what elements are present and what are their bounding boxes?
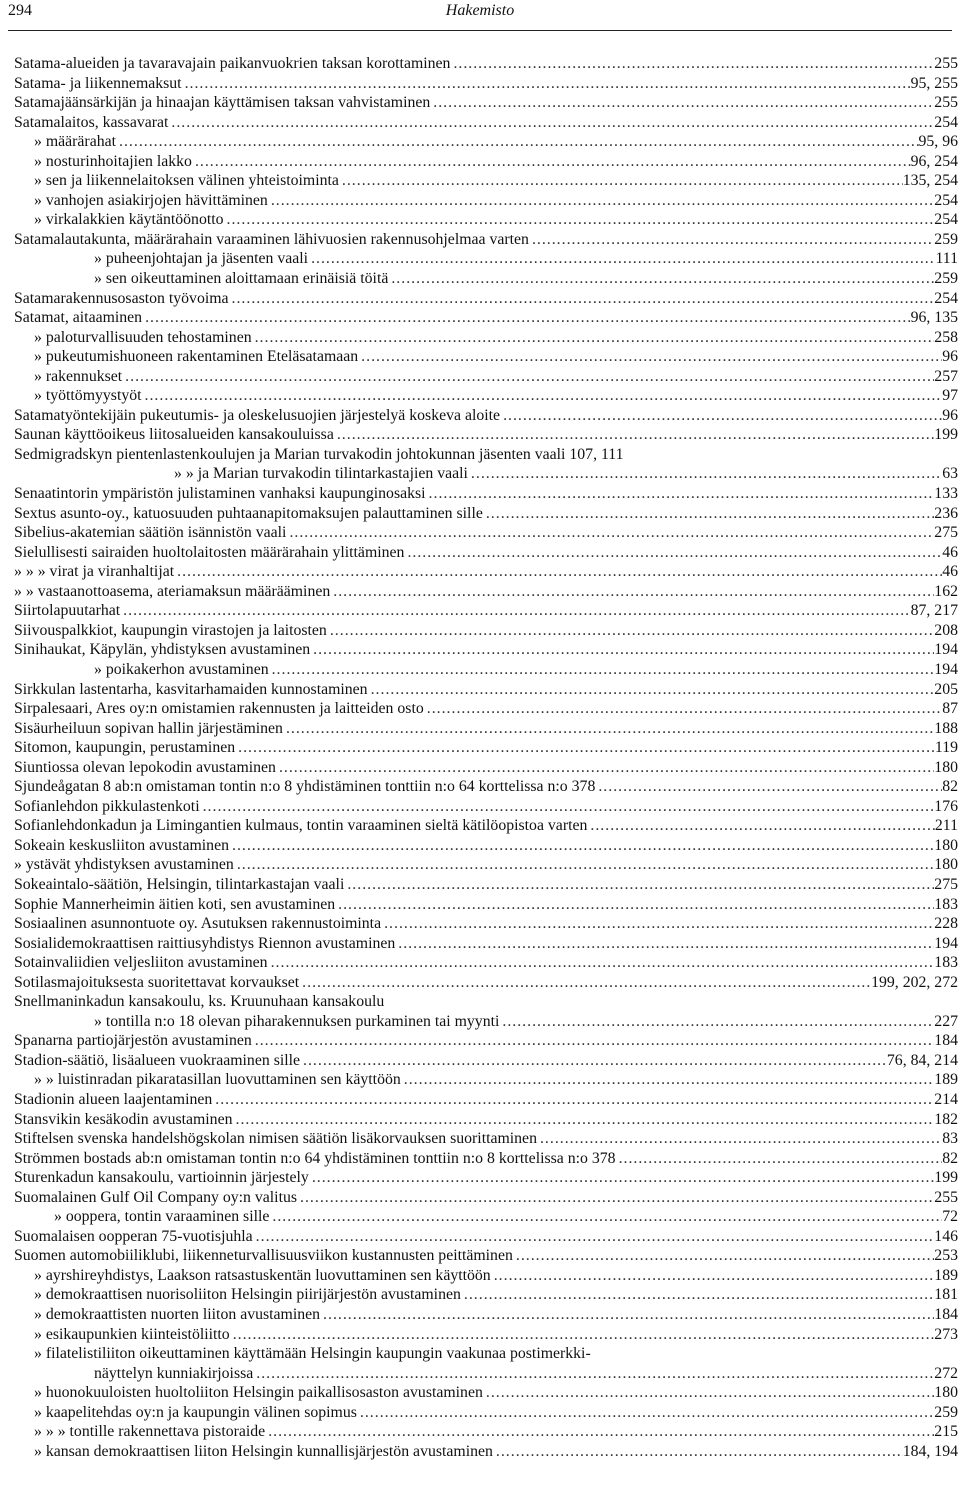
dot-leader (283, 719, 934, 739)
index-entry (14, 895, 958, 915)
index-entry (14, 816, 958, 836)
dot-leader (395, 934, 934, 954)
entry-pages: 183 (934, 954, 958, 972)
dot-leader (327, 621, 934, 641)
entry-pages: 211 (934, 817, 958, 835)
entry-pages: 275 (934, 524, 958, 542)
entry-pages: 63 (942, 465, 958, 483)
entry-pages: 258 (934, 328, 958, 346)
index-entry (14, 367, 958, 387)
entry-pages: 253 (934, 1247, 958, 1265)
index-entry (14, 875, 958, 895)
dot-leader (265, 1422, 934, 1442)
entry-pages: 180 (934, 758, 958, 776)
entry-pages: 180 (934, 836, 958, 854)
dot-leader (116, 132, 918, 152)
dot-leader (461, 1285, 934, 1305)
dot-leader (334, 425, 934, 445)
index-entry (14, 328, 958, 348)
entry-pages: 255 (934, 55, 958, 72)
index-entry (14, 191, 958, 211)
index-entry (14, 797, 958, 817)
dot-leader (299, 973, 871, 993)
dot-leader (388, 269, 934, 289)
dot-leader (182, 74, 911, 94)
dot-leader (174, 562, 942, 582)
dot-leader (224, 210, 935, 230)
dot-leader (344, 875, 934, 895)
index-entry (14, 269, 958, 289)
entry-pages: 259 (934, 270, 958, 288)
entry-text: Sophie Mannerheimin äitien koti, sen avustaminen (14, 895, 336, 913)
entry-text: Stadion-säätiö, lisäalueen vuokraaminen sille (14, 1051, 301, 1069)
entry-text: Satama-alueiden ja tavaravajain paikanvuokrien taksan korottaminen (14, 55, 451, 72)
index-entry (14, 953, 958, 973)
entry-pages: 273 (934, 1325, 958, 1343)
entry-pages: 188 (934, 719, 958, 737)
entry-text: » demokraattisen nuorisoliiton Helsingin piirijärjestön avustaminen (34, 1286, 461, 1304)
index-entry (14, 74, 958, 94)
entry-pages: 189 (934, 1071, 958, 1089)
index-entry (14, 171, 958, 191)
entry-pages: 111 (935, 250, 958, 268)
entry-text: Sotilasmajoituksesta suoritettavat korvaukset (14, 973, 300, 991)
entry-text: Satamajäänsärkijän ja hinaajan käyttämisen taksan vahvistaminen (14, 94, 431, 112)
entry-pages: 87, 217 (910, 602, 958, 620)
entry-pages: 199 (934, 1169, 958, 1187)
index-entry (14, 406, 958, 426)
dot-leader (234, 855, 934, 875)
dot-leader (297, 1188, 934, 1208)
index-entry (14, 1090, 958, 1110)
entry-text: Suomen automobiiliklubi, liikenneturvallisuusviikon kustannusten peittäminen (14, 1247, 513, 1265)
entry-text: » määrärahat (34, 133, 117, 151)
entry-pages: 194 (934, 660, 958, 678)
index-entry (14, 934, 958, 954)
index-entry (14, 1110, 958, 1130)
dot-leader (616, 1149, 943, 1169)
dot-leader (252, 328, 935, 348)
dot-leader (142, 308, 911, 328)
entry-text: Satamat, aitaaminen (14, 309, 143, 327)
dot-leader (330, 582, 934, 602)
entry-pages: 119 (934, 739, 958, 757)
running-head: Hakemisto (445, 2, 515, 19)
entry-text: Sisäurheiluun sopivan hallin järjestäminen (14, 719, 283, 737)
dot-leader (430, 93, 934, 113)
index-entry (14, 543, 958, 563)
entry-text: Satama- ja liikennemaksut (14, 74, 182, 92)
entry-text: Spanarna partiojärjestön avustaminen (14, 1032, 252, 1050)
entry-text: Sosiaalinen asunnontuote oy. Asutuksen rakennustoiminta (14, 915, 382, 933)
dot-leader (335, 895, 934, 915)
dot-leader (233, 1110, 935, 1130)
entry-text: » huonokuuloisten huoltoliiton Helsingin paikallisosaston avustaminen (34, 1384, 483, 1402)
index-entry (14, 1285, 958, 1305)
entry-text: Sofianlehdon pikkulastenkoti (14, 797, 200, 815)
index-entry (14, 1246, 958, 1266)
entry-pages: 96 (942, 348, 958, 366)
entry-text: » puheenjohtajan ja jäsenten vaali (94, 250, 309, 268)
entry-text: Saunan käyttöoikeus liitosalueiden kansakouluissa (14, 426, 334, 444)
index-entry (14, 836, 958, 856)
index-entry (14, 386, 958, 406)
entry-text: » filatelistiliiton oikeuttaminen käyttämään Helsingin kaupungin vaakunaa postimerkki- (34, 1345, 591, 1363)
index-entry (14, 758, 958, 778)
index-entry (14, 1344, 958, 1364)
entry-text: Satamalautakunta, määrärahain varaaminen lähivuosien rakennusohjelmaa varten (14, 230, 529, 248)
index-entry (14, 347, 958, 367)
entry-text: Sofianlehdonkadun ja Limingantien kulmaus, tontin varaaminen sieltä kätilöopistoa varten (14, 817, 588, 835)
entry-pages: 254 (934, 113, 958, 131)
entry-pages: 182 (934, 1110, 958, 1128)
page-number: 294 (8, 2, 32, 19)
dot-leader (493, 1442, 903, 1462)
entry-text: Siivouspalkkiot, kaupungin virastojen ja laitosten (14, 621, 327, 639)
index-entry (14, 1207, 958, 1227)
entry-text: » työttömyystyöt (34, 387, 142, 405)
entry-pages: 180 (934, 1384, 958, 1402)
entry-pages: 184 (934, 1306, 958, 1323)
entry-text: » tontilla n:o 18 olevan piharakennuksen purkaminen tai myynti (94, 1012, 500, 1030)
entry-text: » » ja Marian turvakodin tilintarkastajien vaali (174, 465, 468, 483)
entry-text: » » » virat ja viranhaltijat (14, 563, 175, 581)
dot-leader (357, 1403, 934, 1423)
entry-text: » sen oikeuttaminen aloittamaan erinäisiä töitä (94, 270, 389, 288)
entry-text: » » » tontille rakennettava pistoraide (34, 1423, 266, 1441)
entry-text: Sedmigradskyn pientenlastenkoulujen ja Marian turvakodin johtokunnan jäsenten vaali 107, 111 (14, 445, 624, 463)
entry-pages: 87 (942, 700, 958, 718)
index-entry (14, 1129, 958, 1149)
index-entry (14, 113, 958, 133)
index-entry (14, 93, 958, 113)
index-entry (14, 1383, 958, 1403)
index-entry (14, 973, 958, 993)
dot-leader (381, 914, 934, 934)
entry-text: » esikaupunkien kiinteistöliitto (34, 1325, 230, 1343)
dot-leader (339, 171, 903, 191)
index-entry (14, 132, 958, 152)
dot-leader (483, 504, 934, 524)
dot-leader (424, 699, 942, 719)
entry-pages: 184 (934, 1032, 958, 1050)
dot-leader (252, 1031, 935, 1051)
index-entry (14, 425, 958, 445)
entry-pages: 96, 135 (910, 309, 958, 327)
dot-leader (286, 523, 934, 543)
dot-leader (310, 640, 934, 660)
dot-leader (499, 1012, 934, 1032)
index-entry (14, 1070, 958, 1090)
index-entry (14, 504, 958, 524)
entry-pages: 46 (942, 563, 958, 581)
dot-leader (122, 367, 934, 387)
index-entry (14, 680, 958, 700)
entry-pages: 208 (934, 621, 958, 639)
dot-leader (212, 1090, 934, 1110)
entry-text: » virkalakkien käytäntöönotto (34, 211, 224, 229)
entry-pages: 194 (934, 934, 958, 952)
index-entry (14, 914, 958, 934)
dot-leader (253, 1364, 934, 1384)
entry-pages: 95, 96 (918, 133, 958, 151)
dot-leader (401, 1070, 935, 1090)
entry-text: Suomalainen Gulf Oil Company oy:n valitus (14, 1188, 298, 1206)
entry-pages: 194 (934, 641, 958, 659)
entry-pages: 46 (942, 543, 958, 561)
index-entry (14, 562, 958, 582)
entry-pages: 199 (934, 426, 958, 444)
entry-pages: 214 (934, 1090, 958, 1108)
index-entry (14, 152, 958, 172)
entry-text: Stansvikin kesäkodin avustaminen (14, 1110, 233, 1128)
dot-leader (320, 1305, 934, 1325)
dot-leader (300, 1051, 887, 1071)
index-entry (14, 1266, 958, 1286)
dot-leader (368, 680, 935, 700)
entry-pages: 257 (934, 367, 958, 385)
index-entry (14, 1442, 958, 1462)
entry-text: » nosturinhoitajien lakko (34, 152, 192, 170)
index-entry (14, 699, 958, 719)
dot-leader (230, 1325, 935, 1345)
entry-text: Satamalaitos, kassavarat (14, 113, 169, 131)
entry-text: » demokraattisten nuorten liiton avustaminen (34, 1306, 321, 1323)
index-entry (14, 738, 958, 758)
dot-leader (426, 484, 935, 504)
dot-leader (450, 54, 934, 74)
entry-text: Siuntiossa olevan lepokodin avustaminen (14, 758, 276, 776)
entry-pages: 176 (934, 797, 958, 815)
entry-pages: 254 (934, 191, 958, 209)
entry-pages: 228 (934, 915, 958, 933)
entry-text: Sirkkulan lastentarha, kasvitarhamaiden kunnostaminen (14, 680, 368, 698)
entry-text: Strömmen bostads ab:n omistaman tontin n:o 64 yhdistäminen tonttiin n:o 8 korttelissa n:o 378 (14, 1149, 616, 1167)
entry-pages: 135, 254 (902, 172, 958, 190)
index-entry (14, 289, 958, 309)
entry-text: » » luistinradan pikaratasillan luovuttaminen sen käyttöön (34, 1071, 401, 1089)
dot-leader (537, 1129, 942, 1149)
dot-leader (142, 386, 943, 406)
entry-pages: 275 (934, 875, 958, 893)
entry-text: » vanhojen asiakirjojen hävittäminen (34, 191, 268, 209)
dot-leader (358, 347, 942, 367)
index-entry (14, 523, 958, 543)
index-entry (14, 1227, 958, 1247)
index-entry (14, 1149, 958, 1169)
dot-leader (595, 777, 942, 797)
index-entry (14, 1031, 958, 1051)
entry-text: Sotainvaliidien veljesliiton avustaminen (14, 954, 268, 972)
dot-leader (192, 152, 911, 172)
entry-pages: 236 (934, 504, 958, 522)
entry-text: » poikakerhon avustaminen (94, 660, 269, 678)
entry-text: » ooppera, tontin varaaminen sille (54, 1208, 270, 1226)
entry-text: Sinihaukat, Käpylän, yhdistyksen avustaminen (14, 641, 311, 659)
dot-leader (229, 836, 934, 856)
index-entry (14, 855, 958, 875)
entry-text: » rakennukset (34, 367, 123, 385)
entry-pages: 181 (934, 1286, 958, 1304)
entry-pages: 162 (934, 582, 958, 600)
index-entry (14, 601, 958, 621)
entry-pages: 259 (934, 1403, 958, 1421)
dot-leader (268, 953, 935, 973)
dot-leader (235, 738, 935, 758)
dot-leader (229, 289, 935, 309)
entry-text: » kaapelitehdas oy:n ja kaupungin välinen sopimus (34, 1403, 357, 1421)
entry-text: » pukeutumishuoneen rakentaminen Eteläsatamaan (34, 348, 359, 366)
dot-leader (168, 113, 934, 133)
page-header (8, 0, 952, 31)
index-entry (14, 660, 958, 680)
entry-pages: 96 (942, 406, 958, 424)
entry-text: Siirtolapuutarhat (14, 602, 121, 620)
entry-text: Stadionin alueen laajentaminen (14, 1090, 213, 1108)
index-entry (14, 484, 958, 504)
entry-text: » ayrshireyhdistys, Laakson ratsastuskentän luovuttaminen sen käyttöön (34, 1266, 491, 1284)
dot-leader (268, 191, 934, 211)
entry-text: Satamatyöntekijäin pukeutumis- ja oleskelusuojien järjestelyä koskeva aloite (14, 406, 501, 424)
entry-text: Sjundeågatan 8 ab:n omistaman tontin n:o 8 yhdistäminen tonttiin n:o 64 korttelissa n:o 378 (14, 778, 596, 796)
index-entries (14, 54, 958, 1461)
entry-text: Sibelius-akatemian säätiön isännistön vaali (14, 524, 287, 542)
index-entry (14, 1168, 958, 1188)
index-entry (14, 1364, 958, 1384)
entry-text: Sextus asunto-oy., katuosuuden puhtaanapitomaksujen palauttaminen sille (14, 504, 483, 522)
index-entry (14, 1325, 958, 1345)
index-entry (14, 777, 958, 797)
dot-leader (491, 1266, 935, 1286)
index-entry (14, 308, 958, 328)
dot-leader (309, 1168, 934, 1188)
entry-pages: 76, 84, 214 (886, 1051, 958, 1069)
entry-text: » kansan demokraattisen liiton Helsingin kunnallisjärjestön avustaminen (34, 1442, 493, 1460)
index-entry (14, 640, 958, 660)
index-entry (14, 464, 958, 484)
entry-pages: 146 (934, 1227, 958, 1245)
dot-leader (500, 406, 942, 426)
entry-text: Stiftelsen svenska handelshögskolan nimisen säätiön lisäkorvauksen suorittaminen (14, 1130, 537, 1148)
entry-pages: 96, 254 (910, 152, 958, 170)
entry-pages: 95, 255 (910, 74, 958, 92)
dot-leader (513, 1246, 934, 1266)
entry-text: Satamarakennusosaston työvoima (14, 289, 229, 307)
entry-text: Suomalaisen oopperan 75-vuotisjuhla (14, 1227, 253, 1245)
entry-pages: 255 (934, 94, 958, 112)
entry-pages: 83 (942, 1130, 958, 1148)
index-entry (14, 230, 958, 250)
entry-pages: 72 (942, 1208, 958, 1226)
entry-pages: 133 (934, 485, 958, 503)
entry-pages: 227 (934, 1012, 958, 1030)
entry-pages: 272 (934, 1364, 958, 1382)
entry-pages: 259 (934, 230, 958, 248)
entry-pages: 189 (934, 1266, 958, 1284)
entry-pages: 215 (934, 1423, 958, 1441)
index-entry (14, 1422, 958, 1442)
entry-text: Sitomon, kaupungin, perustaminen (14, 739, 236, 757)
entry-text: Sosialidemokraattisen raittiusyhdistys Riennon avustaminen (14, 934, 396, 952)
entry-pages: 254 (934, 289, 958, 307)
entry-pages: 255 (934, 1188, 958, 1206)
entry-text: Sokeaintalo-säätiön, Helsingin, tilintarkastajan vaali (14, 875, 345, 893)
index-entry (14, 210, 958, 230)
dot-leader (253, 1227, 935, 1247)
entry-text: Sokeain keskusliiton avustaminen (14, 836, 229, 854)
dot-leader (587, 816, 935, 836)
index-entry (14, 54, 958, 74)
index-entry (14, 445, 958, 465)
dot-leader (483, 1383, 934, 1403)
dot-leader (200, 797, 935, 817)
entry-pages: 205 (934, 680, 958, 698)
dot-leader (404, 543, 942, 563)
entry-pages: 254 (934, 211, 958, 229)
dot-leader (308, 249, 935, 269)
index-entry (14, 1403, 958, 1423)
index-entry (14, 1188, 958, 1208)
index-entry (14, 1012, 958, 1032)
entry-text: » paloturvallisuuden tehostaminen (34, 328, 252, 346)
entry-text: Senaatintorin ympäristön julistaminen vanhaksi kaupunginosaksi (14, 485, 426, 503)
dot-leader (269, 1207, 942, 1227)
index-entry (14, 249, 958, 269)
entry-pages: 183 (934, 895, 958, 913)
entry-text: Snellmaninkadun kansakoulu, ks. Kruunuhaan kansakoulu (14, 993, 385, 1011)
index-entry (14, 719, 958, 739)
dot-leader (276, 758, 934, 778)
index-entry (14, 1051, 958, 1071)
entry-text: » ystävät yhdistyksen avustaminen (14, 856, 234, 874)
entry-text: Sturenkadun kansakoulu, vartioinnin järjestely (14, 1169, 309, 1187)
dot-leader (468, 464, 942, 484)
entry-pages: 184, 194 (902, 1442, 958, 1460)
dot-leader (529, 230, 934, 250)
entry-pages: 199, 202, 272 (871, 973, 958, 991)
index-entry (14, 1305, 958, 1325)
dot-leader (120, 601, 910, 621)
entry-pages: 97 (942, 387, 958, 405)
entry-text: » » vastaanottoasema, ateriamaksun määrääminen (14, 582, 331, 600)
index-entry (14, 582, 958, 602)
index-entry (14, 992, 958, 1012)
entry-text: näyttelyn kunniakirjoissa (94, 1364, 254, 1382)
index-entry (14, 621, 958, 641)
dot-leader (269, 660, 935, 680)
entry-text: Sielullisesti sairaiden huoltolaitosten määrärahain ylittäminen (14, 543, 405, 561)
entry-pages: 82 (942, 778, 958, 796)
entry-pages: 180 (934, 856, 958, 874)
entry-pages: 82 (942, 1149, 958, 1167)
entry-text: Sirpalesaari, Ares oy:n omistamien rakennusten ja laitteiden osto (14, 700, 424, 718)
entry-text: » sen ja liikennelaitoksen välinen yhteistoiminta (34, 172, 339, 190)
